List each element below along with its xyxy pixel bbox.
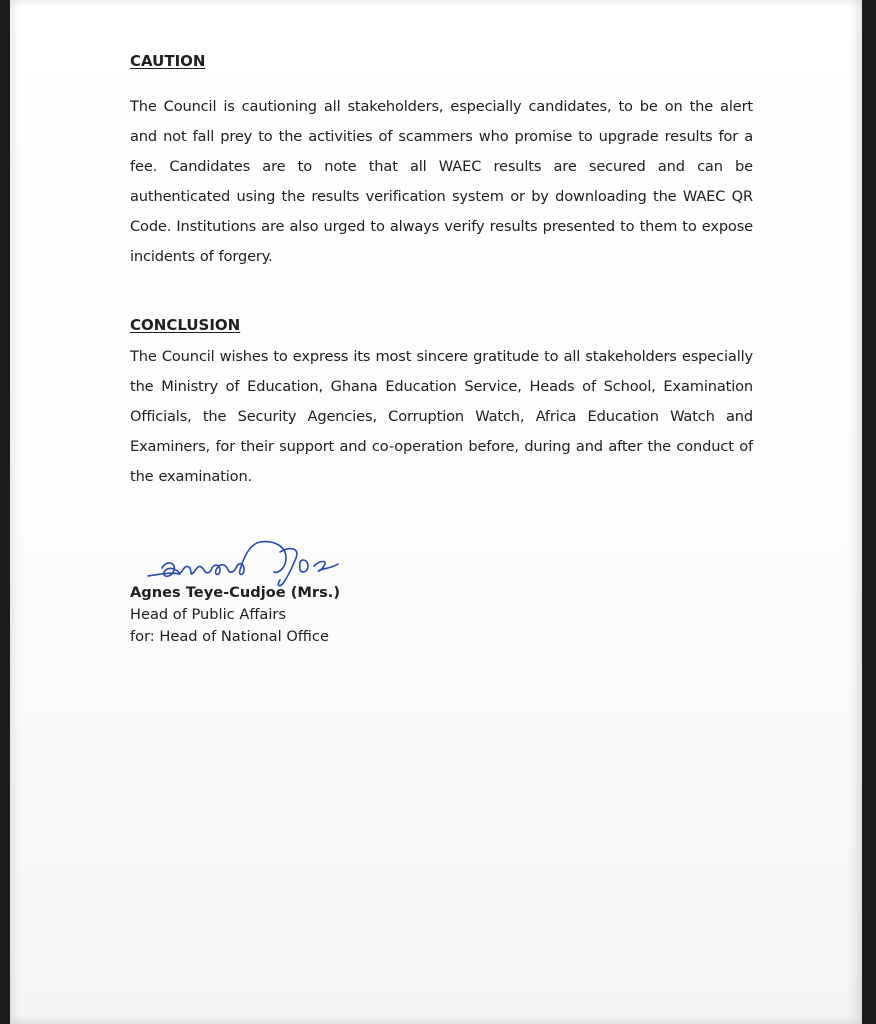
document-content bbox=[130, 46, 753, 668]
signatory-name: Agnes Teye-Cudjoe (Mrs.) bbox=[130, 584, 341, 601]
signatory-title: Head of Public Affairs bbox=[130, 606, 286, 623]
caution-heading: CAUTION bbox=[130, 52, 206, 70]
signatory-office: for: Head of National Office bbox=[130, 628, 329, 645]
signature-block bbox=[130, 528, 753, 668]
caution-paragraph: The Council is cautioning all stakeholders, especially candidates, to be on the alert and not fall prey to the activities of scammers who promise to upgrade results for a fee. Candidates are to note that all WAEC results are secured and can be authenticated using the results verification system or by downloading the WAEC QR Code. Institutions are also urged to always verify results presented to them to expose incidents of forgery. bbox=[130, 98, 753, 265]
conclusion-paragraph: The Council wishes to express its most sincere gratitude to all stakeholders especially the Ministry of Education, Ghana Education Service, Heads of School, Examination Officials, the Security Agencies, Corruption Watch, Africa Education Watch and Examiners, for their support and co-operation before, during and after the conduct of the examination. bbox=[130, 348, 753, 485]
caution-section bbox=[130, 46, 753, 272]
conclusion-heading: CONCLUSION bbox=[130, 316, 241, 334]
conclusion-section bbox=[130, 310, 753, 492]
document-page bbox=[10, 0, 862, 1024]
